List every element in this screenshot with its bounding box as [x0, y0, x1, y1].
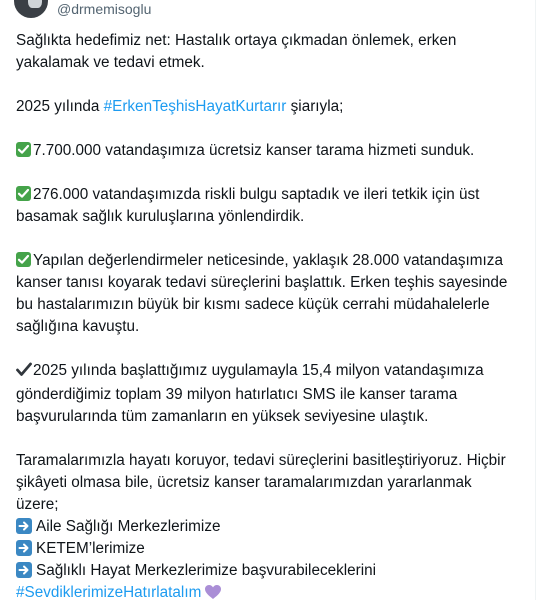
- list-item-label: Aile Sağlığı Merkezlerimize: [36, 518, 221, 535]
- list-item: [16, 516, 521, 538]
- text-line: Taramalarımızla hayatı koruyor, tedavi süreçlerini basitleştiriyoruz. Hiçbir: [16, 452, 506, 469]
- paragraph-callout: [16, 450, 521, 607]
- text-segment: şiarıyla;: [286, 98, 344, 115]
- tweet-header: [0, 0, 560, 26]
- list-item: [16, 538, 521, 560]
- tweet-text: [16, 30, 521, 607]
- text-line: yakalamak ve tedavi etmek.: [16, 54, 205, 71]
- list-item: [16, 560, 521, 582]
- paragraph-diagnoses: [16, 250, 521, 338]
- text-line: basamak sağlık kuruluşlarına yönlendirdik.: [16, 208, 305, 225]
- author-handle[interactable]: @drmemisoglu: [57, 1, 152, 17]
- hashtag-link[interactable]: #SevdiklerimizeHatırlatalım: [16, 584, 202, 601]
- text-line: sağlığına kavuştu.: [16, 318, 140, 335]
- author-avatar[interactable]: [14, 0, 48, 18]
- heavy-check-mark-icon: [16, 362, 32, 384]
- list-item-label: Sağlıklı Hayat Merkezlerimize başvurabileceklerini: [36, 562, 377, 579]
- paragraph-screenings: [16, 140, 521, 162]
- white-heavy-check-mark-icon: [16, 142, 31, 157]
- paragraph-sms: [16, 360, 521, 428]
- text-line: şikâyeti olmasa bile, ücretsiz kanser taramalarımızdan yararlanmak: [16, 474, 472, 491]
- text-line: 276.000 vatandaşımızda riskli bulgu saptadık ve ileri tetkik için üst: [33, 186, 480, 203]
- right-arrow-icon: [16, 540, 32, 556]
- text-line: başvurularında tüm zamanların en yüksek seviyesine ulaştık.: [16, 408, 429, 425]
- text-line: 2025 yılında başlattığımız uygulamayla 15,4 milyon vatandaşımıza: [33, 362, 484, 379]
- white-heavy-check-mark-icon: [16, 252, 31, 267]
- paragraph-intro: [16, 30, 521, 74]
- paragraph-slogan: [16, 96, 521, 118]
- white-heavy-check-mark-icon: [16, 186, 31, 201]
- right-arrow-icon: [16, 518, 32, 534]
- hashtag-link[interactable]: #ErkenTeşhisHayatKurtarır: [103, 98, 287, 115]
- text-segment: 7.700.000 vatandaşımıza ücretsiz kanser tarama hizmeti sunduk.: [33, 142, 475, 159]
- text-line: Sağlıkta hedefimiz net: Hastalık ortaya çıkmadan önlemek, erken: [16, 32, 457, 49]
- text-segment: 2025 yılında: [16, 98, 104, 115]
- text-line: üzere;: [16, 496, 59, 513]
- text-line: gönderdiğimiz toplam 39 milyon hatırlatıcı SMS ile kanser tarama: [16, 386, 458, 403]
- text-line: Yapılan değerlendirmeler neticesinde, yaklaşık 28.000 vatandaşımıza: [33, 252, 503, 269]
- text-line: bu hastalarımızın büyük bir kısmı sadece küçük cerrahi müdahalelerle: [16, 296, 490, 313]
- paragraph-referrals: [16, 184, 521, 228]
- text-line: kanser tanısı koyarak tedavi süreçlerini başlattık. Erken teşhis sayesinde: [16, 274, 508, 291]
- list-item-label: KETEM’lerimize: [36, 540, 145, 557]
- purple-heart-icon: [204, 584, 222, 607]
- timeline-border: [535, 0, 560, 600]
- right-arrow-icon: [16, 562, 32, 578]
